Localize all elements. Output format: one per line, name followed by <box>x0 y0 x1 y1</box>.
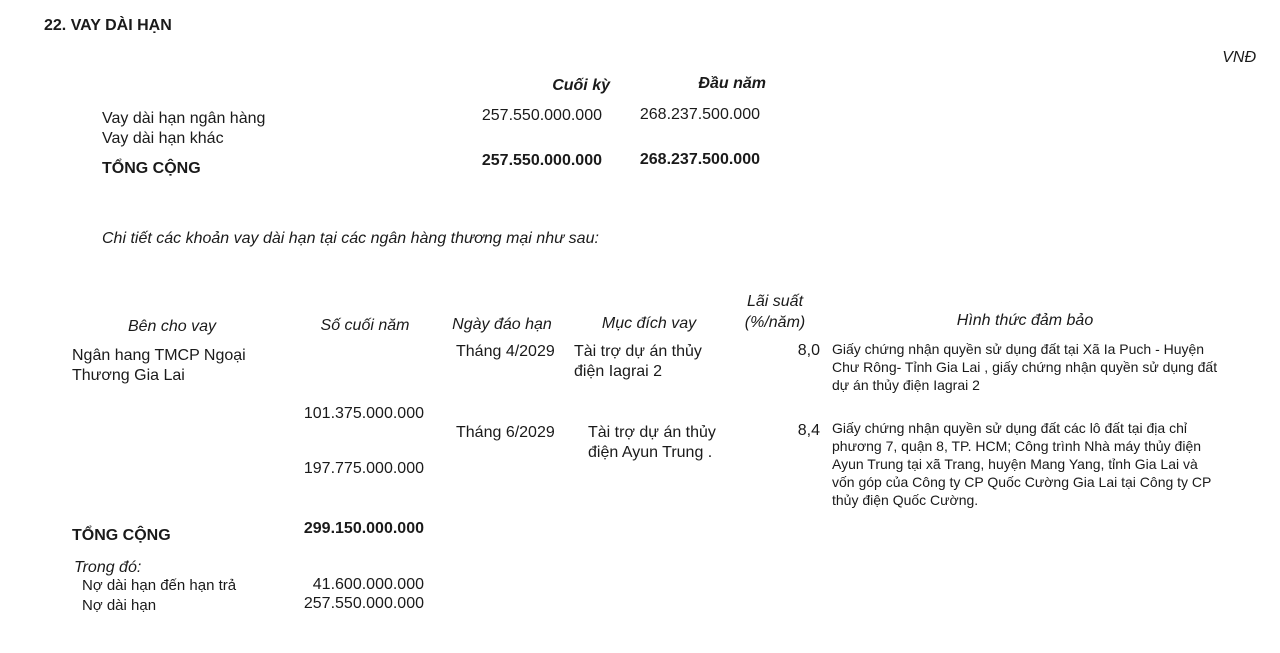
breakdown-item-value: 257.550.000.000 <box>303 595 424 612</box>
summary-total-begin: 268.237.500.000 <box>639 151 760 168</box>
detail-total-value: 299.150.000.000 <box>303 520 424 537</box>
summary-row-begin: 268.237.500.000 <box>639 106 760 123</box>
breakdown-item-label: Nợ dài hạn <box>82 597 157 614</box>
header-purpose: Mục đích vay <box>601 315 697 332</box>
section-title: 22. VAY DÀI HẠN <box>44 17 172 34</box>
summary-row-label: Vay dài hạn khác <box>102 130 224 147</box>
summary-header-begin: Đầu năm <box>698 75 766 92</box>
summary-row-end: 257.550.000.000 <box>481 107 602 124</box>
breakdown-item-value: 41.600.000.000 <box>312 576 424 593</box>
header-rate-line2: (%/năm) <box>744 314 806 331</box>
currency-unit: VNĐ <box>1222 49 1256 66</box>
loan-rate: 8,4 <box>797 422 820 439</box>
summary-row-label: Vay dài hạn ngân hàng <box>102 110 266 127</box>
breakdown-item-label: Nợ dài hạn đến hạn trả <box>82 577 237 594</box>
summary-total-label: TỔNG CỘNG <box>102 160 201 177</box>
summary-header-end: Cuối kỳ <box>552 77 610 94</box>
lender-name: Ngân hang TMCP Ngoại Thương Gia Lai <box>72 347 246 384</box>
loan-rate: 8,0 <box>797 342 820 359</box>
detail-total-label: TỔNG CỘNG <box>72 527 171 544</box>
header-lender: Bên cho vay <box>127 318 217 335</box>
loan-maturity: Tháng 6/2029 <box>456 424 555 441</box>
header-collateral: Hình thức đảm bảo <box>956 312 1094 329</box>
loan-collateral: Giấy chứng nhận quyền sử dụng đất các lô đất tại địa chỉ phương 7, quận 8, TP. HCM; Công trình Nhà máy thủy điện Ayun Trung tại xã Trang, huyện Mang Yang, tỉnh Gia Lai và vốn góp của Công ty CP Quốc Cường Gia Lai tại Công ty CP thủy điện Quốc Cường. <box>832 420 1212 508</box>
loan-purpose: Tài trợ dự án thủy điện Ayun Trung . <box>588 424 716 461</box>
breakdown-label: Trong đó: <box>74 559 142 576</box>
header-balance: Số cuối năm <box>320 317 410 334</box>
loan-purpose: Tài trợ dự án thủy điện Iagrai 2 <box>574 343 702 380</box>
summary-total-end: 257.550.000.000 <box>481 152 602 169</box>
header-maturity: Ngày đáo hạn <box>452 316 552 333</box>
header-rate-line1: Lãi suất <box>746 293 804 310</box>
loan-maturity: Tháng 4/2029 <box>456 343 555 360</box>
detail-intro: Chi tiết các khoản vay dài hạn tại các ngân hàng thương mại như sau: <box>102 230 599 247</box>
loan-balance: 197.775.000.000 <box>303 460 424 477</box>
loan-collateral: Giấy chứng nhận quyền sử dụng đất tại Xã Ia Puch - Huyện Chư Rông- Tỉnh Gia Lai , giấy chứng nhận quyền sử dụng đất dự án thủy điện Iagrai 2 <box>832 341 1218 393</box>
loan-balance: 101.375.000.000 <box>303 405 424 422</box>
